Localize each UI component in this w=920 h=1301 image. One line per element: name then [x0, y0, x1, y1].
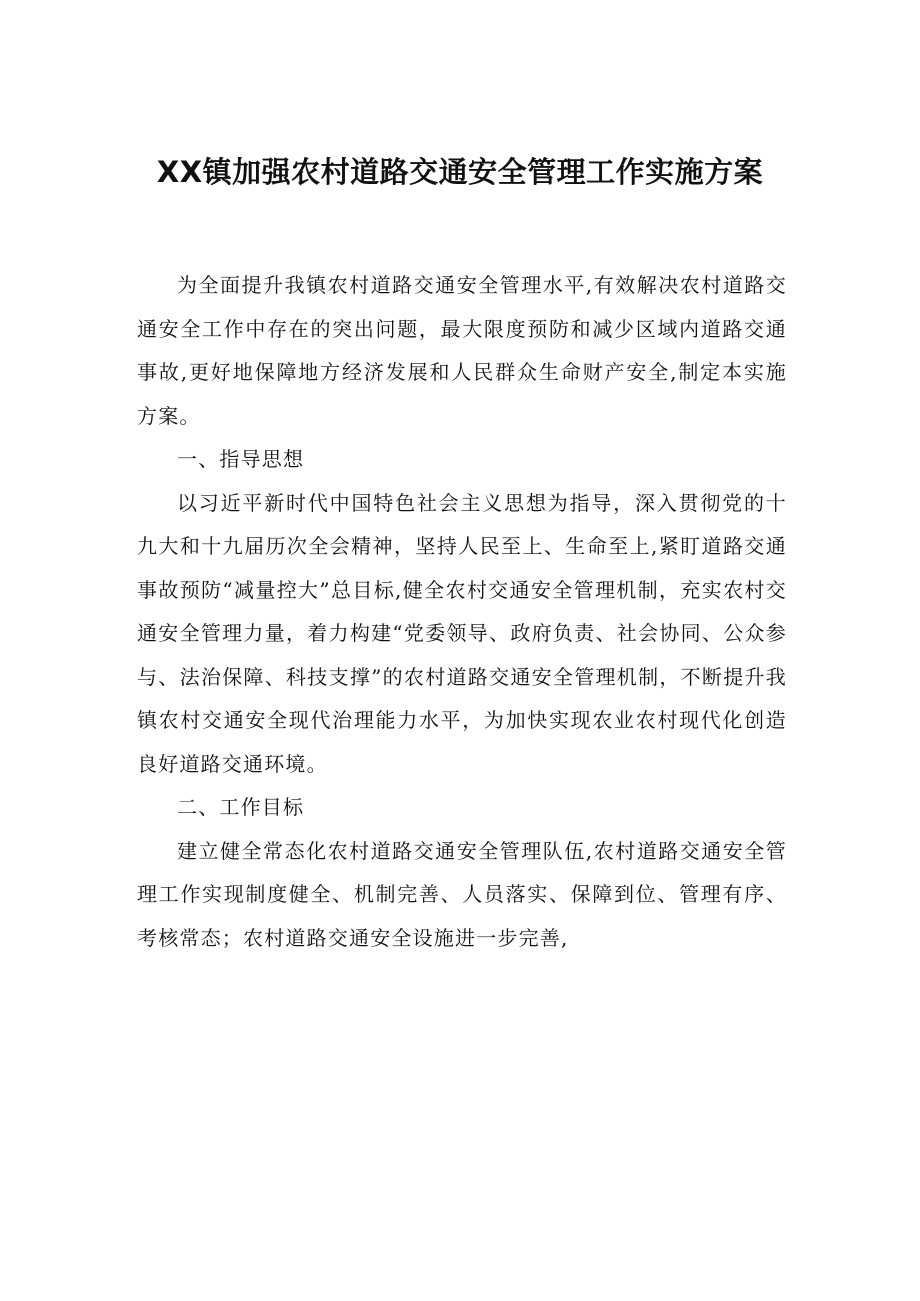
section-heading-work-goals: 二、工作目标 [177, 795, 305, 819]
document-body [137, 264, 787, 960]
intro-paragraph: 为全面提升我镇农村道路交通安全管理水平,有效解决农村道路交通安全工作中存在的突出问题，最大限度预防和减少区域内道路交通事故,更好地保障地方经济发展和人民群众生命财产安全,制定本实施方案。 [137, 273, 787, 428]
section-body-work-goals: 建立健全常态化农村道路交通安全管理队伍,农村道路交通安全管理工作实现制度健全、机制完善、人员落实、保障到位、管理有序、考核常态；农村道路交通安全设施进一步完善, [137, 838, 787, 950]
section-body-guiding-ideology: 以习近平新时代中国特色社会主义思想为指导，深入贯彻党的十九大和十九届历次全会精神，坚持人民至上、生命至上,紧盯道路交通事故预防“减量控大”总目标,健全农村交通安全管理机制，充实农村交通安全管理力量，着力构建“党委领导、政府负责、社会协同、公众参与、法治保障、科技支撑”的农村道路交通安全管理机制，不断提升我镇农村交通安全现代治理能力水平，为加快实现农业农村现代化创造良好道路交通环境。 [137, 490, 787, 776]
section-heading-guiding-ideology: 一、指导思想 [177, 447, 305, 471]
document-title: XX镇加强农村道路交通安全管理工作实施方案 [156, 155, 764, 189]
